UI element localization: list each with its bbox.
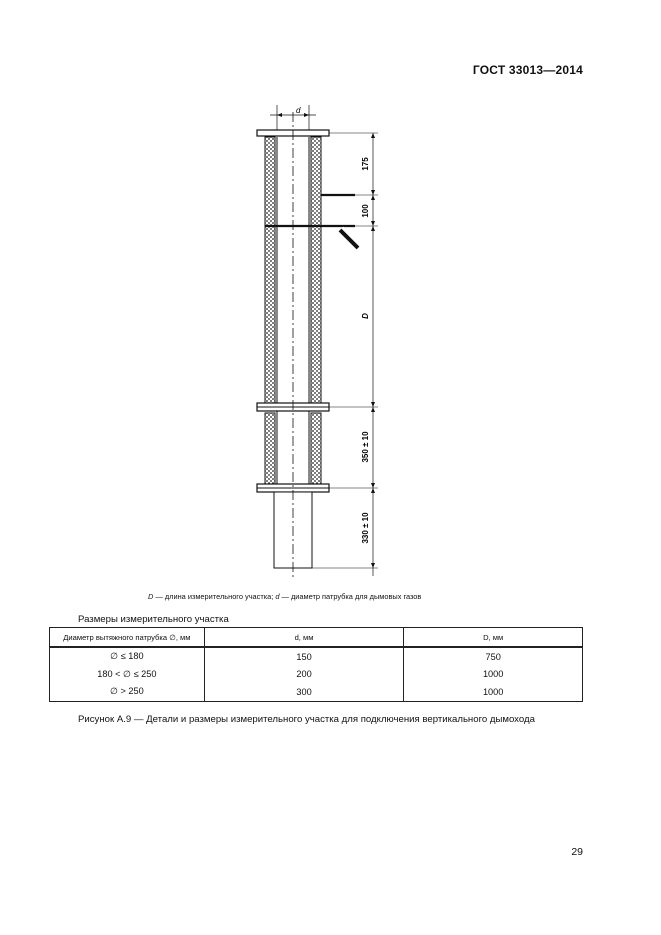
table-row [50,683,583,701]
insulation-left-upper [265,137,275,405]
legend-D-text: — длина измерительного участка; [153,592,276,601]
cell-diameter: 180 < ∅ ≤ 250 [50,666,205,684]
measuring-section-drawing [230,100,400,580]
legend-d-text: — диаметр патрубка для дымовых газов [279,592,422,601]
document-code: ГОСТ 33013—2014 [472,63,583,77]
cell-D: 1000 [404,666,583,684]
cell-D: 750 [404,647,583,666]
table-header-row [50,628,583,648]
dim-label-100: 100 [361,204,370,218]
table-title: Размеры измерительного участка [78,614,229,625]
cell-d: 200 [204,666,404,684]
dimensions-table [49,627,583,702]
table-row [50,666,583,684]
dim-label-d: d [296,106,301,115]
insulation-left-lower [265,413,275,485]
col-header-D: D, мм [404,628,583,648]
dim-label-D: D [361,313,370,319]
figure-legend [148,592,421,601]
insulation-right-lower [311,413,321,485]
cell-diameter: ∅ > 250 [50,683,205,701]
table-row [50,647,583,666]
figure-caption: Рисунок А.9 — Детали и размеры измерительного участка для подключения вертикального дымохода [78,714,535,725]
cell-diameter: ∅ ≤ 180 [50,647,205,666]
legend-d-symbol: d [275,592,280,601]
legend-D-symbol: D [148,592,154,601]
cell-d: 300 [204,683,404,701]
col-header-diameter: Диаметр вытяжного патрубка ∅, мм [50,628,205,648]
dim-label-350: 350 ± 10 [361,431,370,463]
insulation-right-upper [311,137,321,405]
cell-d: 150 [204,647,404,666]
col-header-d: d, мм [204,628,404,648]
cell-D: 1000 [404,683,583,701]
dim-label-175: 175 [361,157,370,171]
page-number: 29 [571,846,583,858]
dim-label-330: 330 ± 10 [361,512,370,544]
